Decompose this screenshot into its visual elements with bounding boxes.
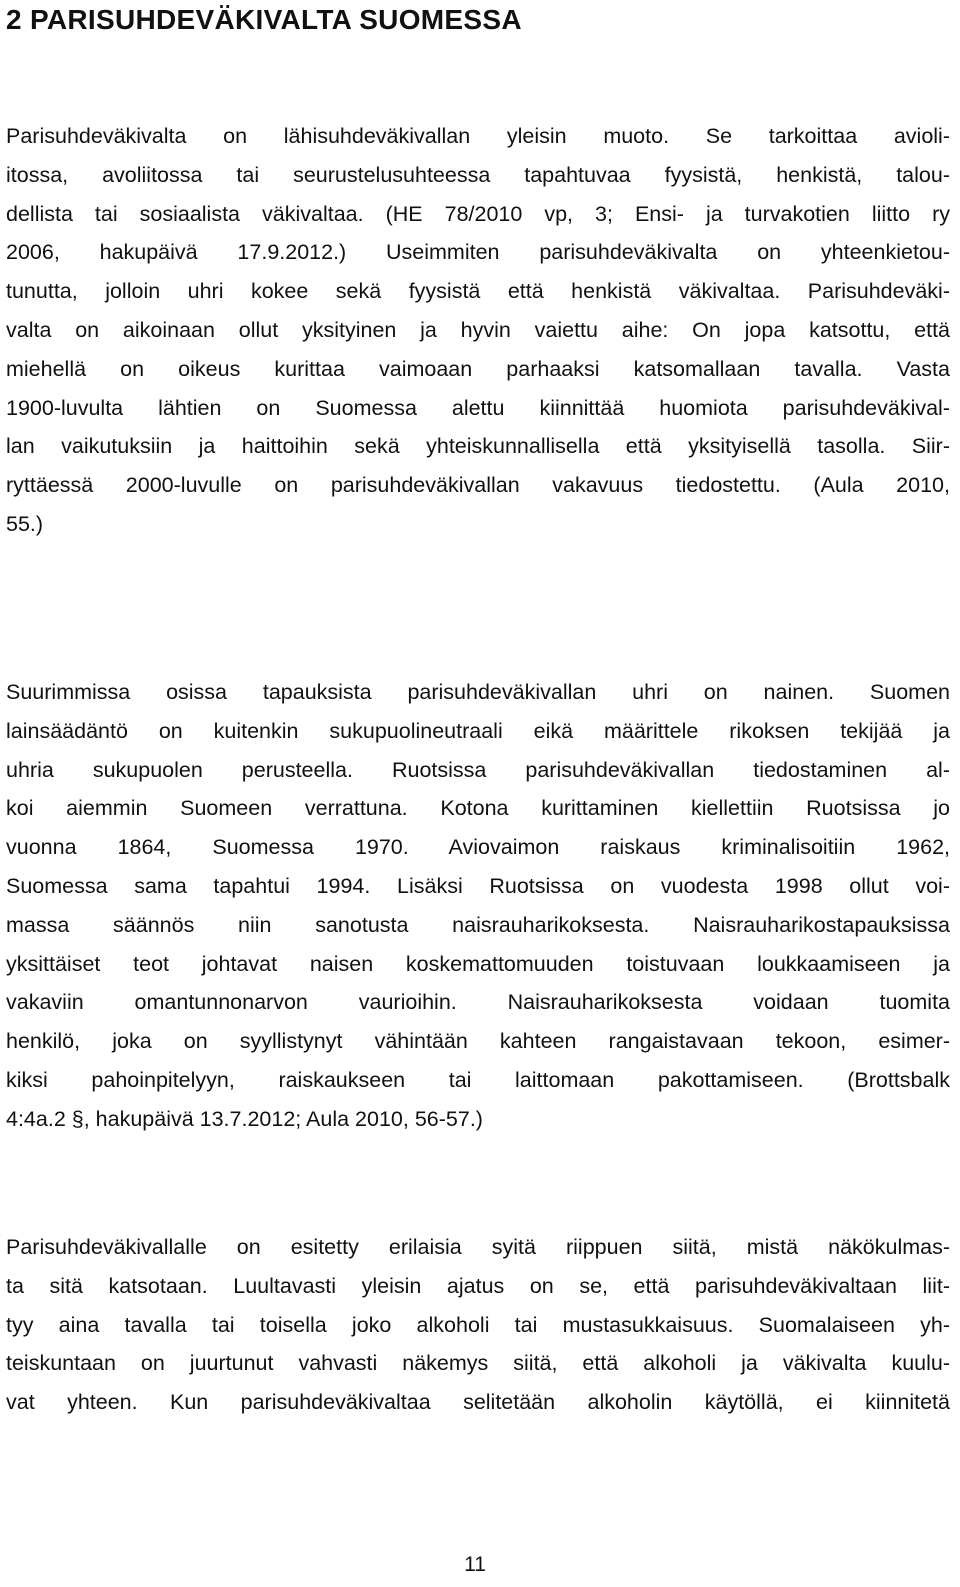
paragraph-line: uhria sukupuolen perusteella. Ruotsissa parisuhdeväkivallan tiedostaminen al-	[6, 757, 950, 782]
paragraph-line: kiksi pahoinpitelyyn, raiskaukseen tai laittomaan pakottamiseen. (Brottsbalk	[6, 1067, 950, 1092]
paragraph-line: tyy aina tavalla tai toisella joko alkoholi tai mustasukkaisuus. Suomalaiseen yh-	[6, 1312, 950, 1337]
paragraph-line: 1900-luvulta lähtien on Suomessa alettu kiinnittää huomiota parisuhdeväkival-	[6, 395, 950, 420]
paragraph-line: massa säännös niin sanotusta naisrauharikoksesta. Naisrauharikostapauksissa	[6, 912, 950, 937]
paragraph-line: koi aiemmin Suomeen verrattuna. Kotona kurittaminen kiellettiin Ruotsissa jo	[6, 796, 950, 821]
paragraph-line: ryttäessä 2000-luvulle on parisuhdeväkivallan vakavuus tiedostettu. (Aula 2010,	[6, 473, 950, 498]
paragraph-line: valta on aikoinaan ollut yksityinen ja hyvin vaiettu aihe: On jopa katsottu, että	[6, 317, 950, 342]
page-number: 11	[464, 1553, 486, 1576]
paragraph-line: vakaviin omantunnonarvon vaurioihin. Naisrauharikoksesta voidaan tuomita	[6, 990, 950, 1015]
paragraph-line: teiskuntaan on juurtunut vahvasti näkemys siitä, että alkoholi ja väkivalta kuulu-	[6, 1351, 950, 1376]
page-heading: 2 PARISUHDEVÄKIVALTA SUOMESSA	[6, 4, 522, 35]
paragraph-line: lainsäädäntö on kuitenkin sukupuolineutraali eikä määrittele rikoksen tekijää ja	[6, 718, 950, 743]
paragraph-line: itossa, avoliitossa tai seurustelusuhteessa tapahtuvaa fyysistä, henkistä, talou-	[6, 162, 950, 187]
paragraph-line: Suomessa sama tapahtui 1994. Lisäksi Ruotsissa on vuodesta 1998 ollut voi-	[6, 873, 950, 898]
paragraph-line: Suurimmissa osissa tapauksista parisuhdeväkivallan uhri on nainen. Suomen	[6, 680, 950, 704]
paragraph-line: dellista tai sosiaalista väkivaltaa. (HE 78/2010 vp, 3; Ensi- ja turvakotien liitto ry	[6, 201, 950, 226]
paragraph-line: Parisuhdeväkivalta on lähisuhdeväkivallan yleisin muoto. Se tarkoittaa avioli-	[6, 124, 950, 148]
paragraph-2	[6, 673, 950, 1139]
paragraph-line: 4:4a.2 §, hakupäivä 13.7.2012; Aula 2010, 56-57.)	[6, 1106, 483, 1131]
paragraph-line: tunutta, jolloin uhri kokee sekä fyysistä että henkistä väkivaltaa. Parisuhdeväki-	[6, 279, 950, 304]
paragraph-line: yksittäiset teot johtavat naisen koskemattomuuden toistuvaan loukkaamiseen ja	[6, 951, 950, 976]
paragraph-line: miehellä on oikeus kurittaa vaimoaan parhaaksi katsomallaan tavalla. Vasta	[6, 356, 950, 381]
paragraph-line: vat yhteen. Kun parisuhdeväkivaltaa selitetään alkoholin käytöllä, ei kiinnitetä	[6, 1390, 950, 1415]
paragraph-line: Parisuhdeväkivallalle on esitetty erilaisia syitä riippuen siitä, mistä näkökulmas-	[6, 1235, 950, 1259]
paragraph-3	[6, 1228, 950, 1422]
paragraph-line: 2006, hakupäivä 17.9.2012.) Useimmiten parisuhdeväkivalta on yhteenkietou-	[6, 240, 950, 265]
paragraph-line: 55.)	[6, 511, 44, 536]
paragraph-line: lan vaikutuksiin ja haittoihin sekä yhteiskunnallisella että yksityisellä tasolla. Siir-	[6, 434, 950, 459]
paragraph-line: ta sitä katsotaan. Luultavasti yleisin ajatus on se, että parisuhdeväkivaltaan liit-	[6, 1273, 950, 1298]
paragraph-line: henkilö, joka on syyllistynyt vähintään kahteen rangaistavaan tekoon, esimer-	[6, 1029, 950, 1054]
paragraph-1	[6, 117, 950, 544]
paragraph-line: vuonna 1864, Suomessa 1970. Aviovaimon raiskaus kriminalisoitiin 1962,	[6, 835, 950, 860]
